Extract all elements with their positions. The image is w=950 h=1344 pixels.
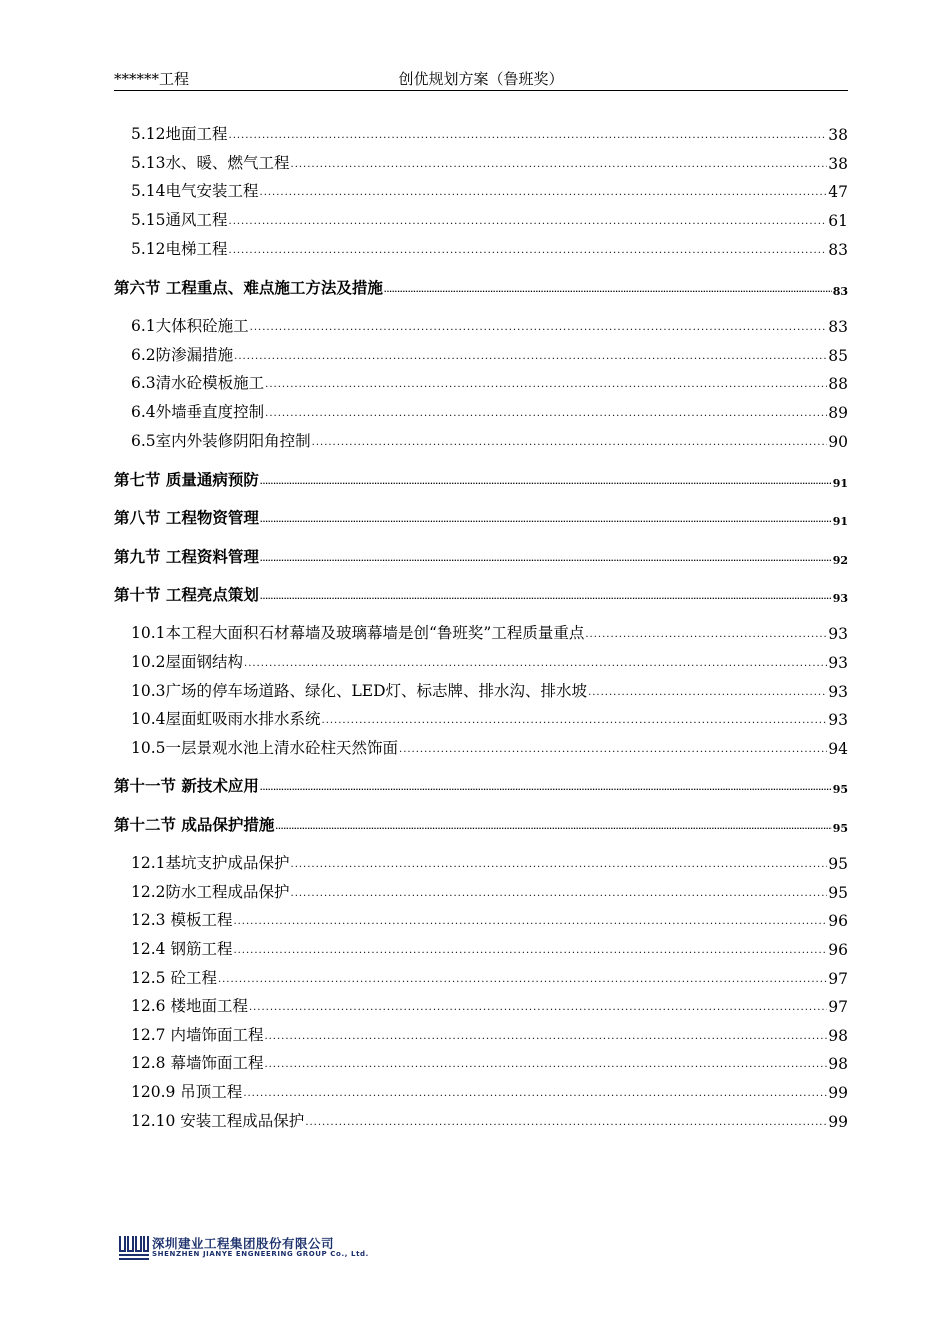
toc-dot-leader: [234, 352, 827, 365]
toc-subsection-entry[interactable]: [131, 400, 848, 422]
toc-dot-leader: [264, 1060, 827, 1073]
toc-page-number: 91: [832, 515, 848, 528]
toc-entry-title: 12.4 钢筋工程: [131, 940, 233, 958]
toc-entry-title: 12.3 模板工程: [131, 911, 233, 929]
toc-dot-leader: [399, 745, 827, 758]
toc-dot-leader: [275, 824, 831, 835]
toc-page-number: 95: [832, 783, 848, 796]
toc-subsection-entry[interactable]: [131, 736, 848, 758]
toc-entry-title: 12.6 楼地面工程: [131, 997, 248, 1015]
toc-dot-leader: [233, 917, 827, 930]
toc-subsection-entry[interactable]: [131, 650, 848, 672]
header-document-title: 创优规划方案（鲁班奖）: [398, 70, 564, 88]
toc-entry-title: 12.1基坑支护成品保护: [131, 854, 290, 872]
toc-entry-title: 10.2屋面钢结构: [131, 653, 244, 671]
toc-page-number: 83: [828, 241, 848, 259]
toc-page-number: 93: [828, 683, 848, 701]
toc-entry-title: 6.1大体积砼施工: [131, 317, 249, 335]
toc-subsection-entry[interactable]: [131, 966, 848, 988]
toc-section-entry[interactable]: [114, 813, 848, 835]
toc-dot-leader: [291, 860, 828, 873]
toc-section-entry[interactable]: [114, 468, 848, 490]
toc-entry-title: 10.1本工程大面积石材幕墙及玻璃幕墙是创“鲁班奖”工程质量重点: [131, 624, 585, 642]
company-logo-icon: [118, 1233, 150, 1261]
toc-dot-leader: [305, 1118, 827, 1131]
toc-entry-title: 第九节 工程资料管理: [114, 548, 259, 566]
toc-section-entry[interactable]: [114, 583, 848, 605]
toc-subsection-entry[interactable]: [131, 851, 848, 873]
toc-page-number: 47: [828, 183, 848, 201]
toc-dot-leader: [260, 479, 832, 490]
toc-page-number: 61: [828, 212, 848, 230]
toc-subsection-entry[interactable]: [131, 208, 848, 230]
toc-subsection-entry[interactable]: [131, 908, 848, 930]
toc-dot-leader: [243, 1089, 827, 1102]
toc-page-number: 93: [828, 711, 848, 729]
toc-entry-title: 12.8 幕墙饰面工程: [131, 1054, 264, 1072]
toc-subsection-entry[interactable]: [131, 122, 848, 144]
toc-dot-leader: [260, 188, 828, 201]
toc-page-number: 98: [828, 1055, 848, 1073]
toc-page-number: 83: [828, 318, 848, 336]
toc-page-number: 97: [828, 970, 848, 988]
toc-section-entry[interactable]: [114, 506, 848, 528]
toc-subsection-entry[interactable]: [131, 937, 848, 959]
toc-dot-leader: [322, 716, 828, 729]
toc-dot-leader: [250, 323, 828, 336]
toc-entry-title: 6.4外墙垂直度控制: [131, 403, 265, 421]
toc-entry-title: 6.2防渗漏措施: [131, 346, 234, 364]
toc-dot-leader: [229, 217, 828, 230]
toc-entry-title: 第六节 工程重点、难点施工方法及措施: [114, 279, 383, 297]
toc-page-number: 93: [828, 625, 848, 643]
toc-page-number: 97: [828, 998, 848, 1016]
toc-subsection-entry[interactable]: [131, 179, 848, 201]
toc-subsection-entry[interactable]: [131, 1023, 848, 1045]
toc-section-entry[interactable]: [114, 276, 848, 298]
toc-dot-leader: [233, 946, 827, 959]
toc-subsection-entry[interactable]: [131, 1080, 848, 1102]
toc-entry-title: 12.5 砼工程: [131, 969, 217, 987]
toc-page-number: 38: [828, 126, 848, 144]
toc-dot-leader: [229, 131, 828, 144]
toc-subsection-entry[interactable]: [131, 371, 848, 393]
toc-dot-leader: [291, 889, 828, 902]
toc-page-number: 90: [828, 433, 848, 451]
toc-page-number: 85: [828, 347, 848, 365]
toc-dot-leader: [585, 630, 827, 643]
toc-page-number: 93: [832, 592, 848, 605]
toc-page-number: 99: [828, 1113, 848, 1131]
toc-dot-leader: [264, 1032, 827, 1045]
toc-page-number: 95: [828, 855, 848, 873]
toc-page-number: 89: [828, 404, 848, 422]
company-name-en: SHENZHEN JIANYE ENGNEERING GROUP Co., Ltd.: [152, 1250, 369, 1258]
toc-dot-leader: [384, 287, 832, 298]
toc-page-number: 38: [828, 155, 848, 173]
toc-dot-leader: [260, 517, 832, 528]
toc-entry-title: 5.12地面工程: [131, 125, 228, 143]
toc-subsection-entry[interactable]: [131, 994, 848, 1016]
toc-page-number: 95: [832, 822, 848, 835]
toc-entry-title: 10.4屋面虹吸雨水排水系统: [131, 710, 321, 728]
toc-dot-leader: [312, 438, 828, 451]
toc-subsection-entry[interactable]: [131, 621, 848, 643]
page-header: [114, 68, 848, 91]
toc-page-number: 98: [828, 1027, 848, 1045]
toc-entry-title: 第七节 质量通病预防: [114, 471, 259, 489]
toc-dot-leader: [229, 246, 828, 259]
toc-entry-title: 5.15通风工程: [131, 211, 228, 229]
toc-subsection-entry[interactable]: [131, 429, 848, 451]
toc-entry-title: 10.5一层景观水池上清水砼柱天然饰面: [131, 739, 399, 757]
toc-entry-title: 120.9 吊顶工程: [131, 1083, 243, 1101]
toc-entry-title: 12.7 内墙饰面工程: [131, 1026, 264, 1044]
toc-dot-leader: [260, 594, 832, 605]
page-footer: [118, 1233, 378, 1265]
toc-entry-title: 6.5室内外装修阴阳角控制: [131, 432, 311, 450]
toc-dot-leader: [265, 380, 827, 393]
toc-entry-title: 12.10 安装工程成品保护: [131, 1112, 305, 1130]
toc-entry-title: 12.2防水工程成品保护: [131, 883, 290, 901]
toc-subsection-entry[interactable]: [131, 343, 848, 365]
toc-entry-title: 6.3清水砼模板施工: [131, 374, 265, 392]
toc-dot-leader: [244, 659, 827, 672]
header-project-name: ******工程: [114, 70, 190, 88]
toc-subsection-entry[interactable]: [131, 707, 848, 729]
toc-entry-title: 5.13水、暖、燃气工程: [131, 154, 290, 172]
toc-subsection-entry[interactable]: [131, 237, 848, 259]
toc-page-number: 96: [828, 941, 848, 959]
toc-page-number: 83: [832, 285, 848, 298]
toc-dot-leader: [249, 1003, 827, 1016]
toc-dot-leader: [588, 688, 827, 701]
toc-page-number: 88: [828, 375, 848, 393]
toc-page-number: 92: [832, 554, 848, 567]
toc-section-entry[interactable]: [114, 545, 848, 567]
toc-page-number: 94: [828, 740, 848, 758]
toc-subsection-entry[interactable]: [131, 151, 848, 173]
toc-entry-title: 10.3广场的停车场道路、绿化、LED灯、标志牌、排水沟、排水坡: [131, 682, 588, 700]
toc-dot-leader: [260, 556, 832, 567]
toc-page-number: 91: [832, 477, 848, 490]
toc-entry-title: 5.12电梯工程: [131, 240, 228, 258]
toc-entry-title: 第十节 工程亮点策划: [114, 586, 259, 604]
toc-page-number: 93: [828, 654, 848, 672]
toc-page-number: 96: [828, 912, 848, 930]
toc-entry-title: 第十二节 成品保护措施: [114, 816, 275, 834]
toc-dot-leader: [260, 785, 832, 796]
toc-subsection-entry[interactable]: [131, 1051, 848, 1073]
toc-subsection-entry[interactable]: [131, 314, 848, 336]
toc-page-number: 99: [828, 1084, 848, 1102]
toc-dot-leader: [218, 975, 827, 988]
toc-dot-leader: [291, 160, 828, 173]
toc-subsection-entry[interactable]: [131, 679, 848, 701]
toc-section-entry[interactable]: [114, 774, 848, 796]
company-name-cn: 深圳建业工程集团股份有限公司: [152, 1236, 335, 1251]
toc-entry-title: 5.14电气安装工程: [131, 182, 259, 200]
toc-page-number: 95: [828, 884, 848, 902]
toc-dot-leader: [265, 409, 827, 422]
toc-subsection-entry[interactable]: [131, 880, 848, 902]
toc-entry-title: 第八节 工程物资管理: [114, 509, 259, 527]
toc-entry-title: 第十一节 新技术应用: [114, 777, 259, 795]
toc-subsection-entry[interactable]: [131, 1109, 848, 1131]
